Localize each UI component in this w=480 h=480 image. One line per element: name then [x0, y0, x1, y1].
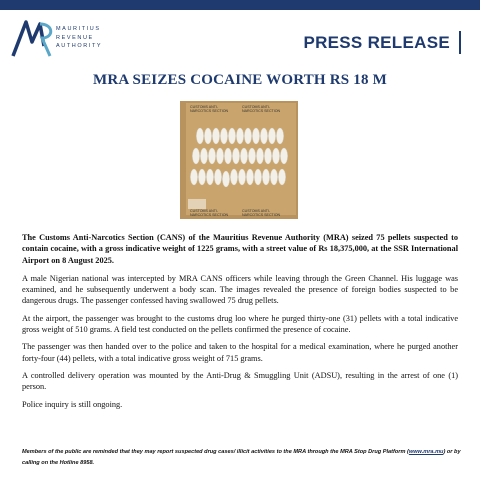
pellets-graphic	[180, 101, 298, 219]
paragraph-airport: At the airport, the passenger was brought to the customs drug loo where he purged thirty-one (31) pellets with a total indicative gross weight of 510 grams. A field test conducted on the pellets confirmed the presence of cocaine.	[22, 313, 458, 335]
page-title: MRA SEIZES COCAINE WORTH RS 18 M	[93, 72, 387, 88]
logo-text	[56, 25, 102, 51]
header-divider	[459, 31, 461, 54]
paragraph-hospital: The passenger was then handed over to the police and taken to the hospital for a medical examination, where he purged another forty-four (44) pellets, with a total indicative gross weight of 715 grams.	[22, 342, 458, 363]
press-release-body	[22, 232, 458, 416]
photo-label-bottom-left: CUSTOMS ANTI-NARCOTICS SECTION	[190, 209, 229, 217]
logo-line-3: AUTHORITY	[56, 43, 103, 49]
paragraph-inquiry: Police inquiry is still ongoing.	[22, 399, 123, 409]
logo-line-1: MAURITIUS	[56, 26, 101, 32]
footer-text-a: Members of the public are reminded that they may report suspected drug cases/ illicit activities to the MRA through the MRA Stop Drug Platform (	[22, 449, 409, 455]
footer-text-b: ) or by calling on the Hotline 8958.	[22, 449, 461, 466]
press-release-label: PRESS RELEASE	[303, 33, 450, 52]
mra-website-link[interactable]: www.mra.mu	[408, 449, 444, 455]
photo-label-top-left: CUSTOMS ANTI-NARCOTICS SECTION	[190, 105, 229, 113]
logo-line-2: REVENUE	[56, 34, 94, 41]
mra-logo-mark	[10, 16, 54, 60]
lead-paragraph: The Customs Anti-Narcotics Section (CANS) of the Mauritius Revenue Authority (MRA) seized 75 pellets suspected to contain cocaine, with a gross indicative weight of 1225 grams, with a street value of Rs 18,375,000, at the SSR International Airport on 8 August 2025.	[22, 233, 458, 265]
mra-logo	[10, 16, 110, 62]
photo-label-top-right: CUSTOMS ANTI-NARCOTICS SECTION	[242, 105, 281, 113]
top-banner	[0, 0, 480, 10]
footer-notice	[22, 447, 462, 468]
paragraph-interception: A male Nigerian national was intercepted by MRA CANS officers while leaving through the Green Channel. His luggage was examined, and he subsequently underwent a body scan. The images revealed the presence of foreign bodies suspected to be dangerous drugs. The passenger confessed having swallowed 75 drug pellets.	[22, 273, 458, 306]
seized-pellets-photo	[180, 101, 298, 219]
paragraph-controlled-delivery: A controlled delivery operation was mounted by the Anti-Drug & Smuggling Unit (ADSU), resulting in the arrest of one (1) person.	[22, 370, 458, 392]
photo-label-bottom-right: CUSTOMS ANTI-NARCOTICS SECTION	[242, 209, 281, 217]
